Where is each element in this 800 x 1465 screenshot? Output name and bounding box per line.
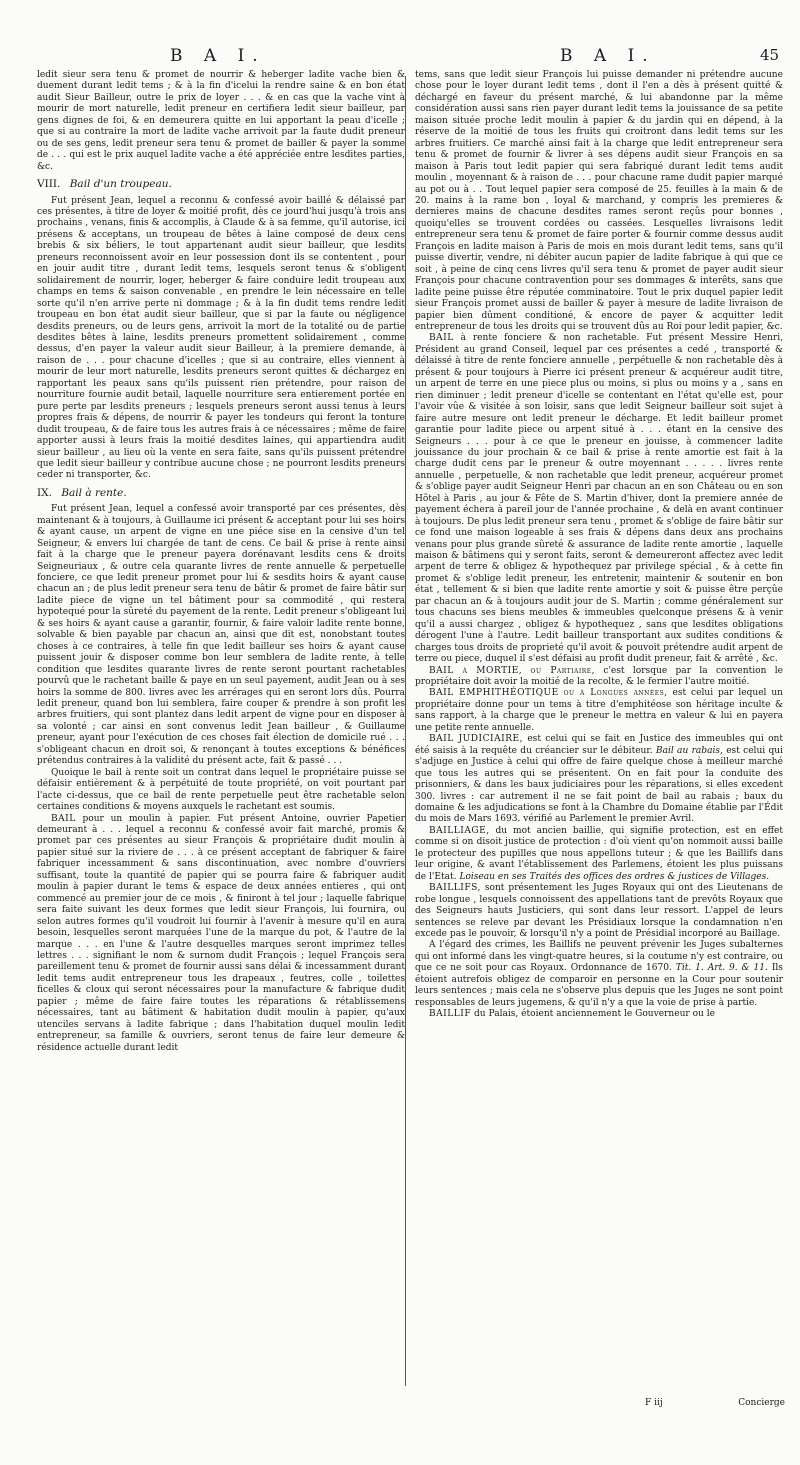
section-heading-9 — [37, 488, 405, 499]
signature-mark: F iij — [645, 1398, 663, 1408]
entry-text: A l'égard des crimes, les Baillifs ne peuvent prévenir les Juges subalternes qui ont informé dans les vingt-quatre heures, si la coutume n'y est contraire, ou que ce ne soit pour cas Royaux. Ordonnance de 1670. — [415, 940, 783, 974]
entry-citation: Tit. 1. Art. 9. & 11. — [675, 963, 768, 974]
entry-alt-term: ou à Longues années, — [563, 688, 668, 699]
entry-term: BAILLIF — [429, 1009, 472, 1020]
entry-text: du mot ancien baillie, qui signifie protection, est en effet comme si on disoit justice de protection : d'où vient qu'on nommoit aussi baille le protecteur des pupilles que nous appellons tuteur ; & que les Baillifs dans leur origine, & avant l'établissement des Parlemens, étoient les plus puissans de l'Etat. — [415, 825, 783, 882]
section-number: VIII. — [37, 178, 61, 191]
section-heading-8 — [37, 179, 405, 190]
entry-paragraph — [415, 688, 783, 734]
entry-text: est celui par lequel un propriétaire donne pour un tems à titre d'emphitéose son héritage inculte & sans rapport, à la charge que le preneur le mettra en valeur & lui en payera une petite rente annuelle. — [415, 688, 783, 733]
entry-paragraph — [415, 1009, 783, 1020]
entry-term: BAILLIAGE, — [429, 825, 490, 836]
entry-italic: Bail au rabais, — [655, 745, 723, 756]
right-running-head: B A I. — [560, 46, 656, 66]
entry-text: du Palais, étoient anciennement le Gouverneur ou le — [474, 1009, 716, 1020]
page-number: 45 — [760, 46, 780, 64]
entry-text: c'est lorsque par la convention le propriétaire doit avoir la moitié de la recolte, & le fermier l'autre moitié. — [415, 665, 783, 688]
entry-paragraph — [415, 734, 783, 826]
entry-paragraph — [415, 666, 783, 689]
entry-citation: Loiseau en ses Traités des offices des ordres & justices de Villages. — [459, 871, 770, 882]
entry-text: Ils étoient autrefois obligez de comparoir en personne en la Cour pour soutenir leurs sentences ; mais cela ne s'observe plus depuis que les Juges ne sont point responsables de leurs jugemens, & qu'il n'y a que la voie de prise à partie. — [415, 963, 783, 1008]
entry-text: est celui qui se fait en Justice des immeubles qui ont été saisis à la requête du créancier sur le débiteur. — [415, 734, 783, 756]
entry-text: sont présentement les Juges Royaux qui ont des Lieutenans de robe longue , lesquels connoissent des appellations tant de prevôts Royaux que des Seigneurs hauts Justiciers, qui sont dans leur ressort. L'appel de leurs sentences se releve par devant les Présidiaux lorsque la condamnation n'en excede pas le pouvoir, & lorsqu'il n'y a point de Présidial incorporé au Baillage. — [415, 883, 783, 939]
column-divider — [405, 76, 406, 1386]
entry-term: BAIL — [51, 813, 76, 824]
entry-term: BAIL EMPHITHÉOTIQUE — [429, 688, 559, 699]
paragraph: Fut présent Jean, lequel a reconnu & confessé avoir baillé & délaissé par ces présentes, à titre de loyer & moitié profit, dès ce jourd'hui jusqu'à trois ans prochains , venans, finis & accomplis, à Claude & à sa femme, qu'il autorise, ici présens & acceptans, un troupeau de bêtes à laine composé de deux cens brebis & six béliers, le tout appartenant audit sieur bailleur, que lesdits preneurs reconnoissent avoir en leur possession dont ils se contentent , pour en jouir audit titre , durant ledit tems, lesquels seront tenus & s'obligent solidairement de nourrir, loger, heberger & faire conduire ledit troupeau aux champs en tems & saison convenable , en prendre le lein nécessaire en telle sorte qu'il n'en arrive perte ni dommage ; & à la fin dudit tems rendre ledit troupeau en bon état audit sieur bailleur, que si par la faute ou négligence desdits preneurs, ou de leurs gens, arrivoit la mort de la totalité ou de partie desdites bêtes à laine, lesdits preneurs promettent solidairement , comme dessus, d'en payer la valeur audit sieur Bailleur, à la premiere demande, à raison de . . . pour chacune d'icelles ; que si au contraire, elles viennent à mourir de leur mort naturelle, lesdits preneurs seront quittes & déchargez en rapportant les peaux sans qu'ils puissent rien prétendre, pour raison de nourriture fournie audit betail, laquelle nourriture sera entierement portée en pure perte par lesdits preneurs ; lesquels preneurs seront aussi tenus à leurs propres frais & dépens, de nourrir & payer les tondeurs qui feront la tonture dudit troupeau, & de faire tous les autres frais à ce nécessaires ; même de faire apporter aussi à leurs frais la moitié desdites laines, qui appartiendra audit sieur bailleur , au lieu où la vente en sera faite, sans qu'ils puissent prétendre que ledit sieur bailleur y contribue aucune chose ; ne pourront lesdits preneurs ceder ni transporter, &c. — [37, 195, 405, 481]
right-column — [415, 70, 783, 1021]
section-title: Bail à rente. — [61, 486, 127, 499]
paragraph: tems, sans que ledit sieur François lui puisse demander ni prétendre aucune chose pour le loyer durant ledit tems , dont il l'en a dès à présent quitté & déchargé en faveur du présent marché, & lui abandonne par la même considération aussi sans rien payer durant ledit tems la jouissance de sa petite maison située proche ledit moulin à papier & du jardin qui en dépend, à la réserve de la moitié de tous les fruits qui croitront dans ledit tems sur les arbres fruitiers. Ce marché ainsi fait à la charge que ledit entrepreneur sera tenu & promet de fournir & livrer à ses dépens audit sieur François en sa maison à Paris tout ledit papier qui sera fabriqué durant ledit tems audit moulin , moyennant & à raison de . . . pour chacune rame dudit papier marqué au pot ou à . . Tout lequel papier sera composé de 25. feuilles à la main & de 20. mains à la rame bon , loyal & marchand, y compris les premieres & dernieres mains de chacune desdites rames seront reçûs pour bonnes , quoiqu'elles se trouvent cordées ou cassées. Lesquelles livraisons ledit entrepreneur sera tenu & promet de faire porter & fournir comme dessus audit François en ladite maison à Paris de mois en mois durant ledit tems, sans qu'il puisse divertir, vendre, ni débiter aucun papier de ladite fabrique à qui que ce soit , à peine de cinq cens livres qu'il sera tenu & promet de payer audit sieur François pour chacune contravention pour ses dommages & interêts, sans que ladite peine puisse être réputée comminatoire. Tout le prix duquel papier ledit sieur François promet aussi de bailler & payer à mesure de ladite livraison de papier bien dûment conditioné, & encore de payer & acquitter ledit entrepreneur de tous les droits qui se trouvent dûs au Roi pour ledit papier, &c. — [415, 70, 783, 332]
section-number: IX. — [37, 486, 52, 499]
entry-term: BAIL JUDICIAIRE, — [429, 734, 524, 745]
entry-paragraph — [37, 814, 405, 1055]
paragraph — [415, 940, 783, 1009]
entry-paragraph — [415, 333, 783, 665]
paragraph: Quoique le bail à rente soit un contrat dans lequel le propriétaire puisse se défaisir entièrement & à perpétuité de toute propriété, on voit pourtant par l'acte ci-dessus, que ce bail de rente perpetuelle peut être rachetable selon certaines conditions & moyens auxquels le rachetant est soumis. — [37, 767, 405, 813]
paragraph: ledit sieur sera tenu & promet de nourrir & heberger ladite vache bien & duement durant ledit tems ; & à la fin d'icelui la rendre saine & en bon état audit Sieur Bailleur, outre le prix de loyer . . . & en cas que la vache vint à mourir de mort naturelle, ledit preneur en certifiera ledit sieur bailleur, par gens dignes de foi, & en demeurera quitte en lui apportant la peau d'icelle ; que si au contraire la mort de ladite vache arrivoit par la faute dudit preneur ou de ses gens, ledit preneur sera tenu & promet de bailler & payer la somme de . . . qui est le prix auquel ladite vache a été appréciée entre lesdites parties, &c. — [37, 70, 405, 172]
paragraph: Fut présent Jean, lequel a confessé avoir transporté par ces présentes, dès maintenant & à toujours, à Guillaume ici présent & acceptant pour lui ses hoirs & ayant cause, un arpent de vigne en une piéce sise en la censive d'un tel Seigneur, & envers lui chargée de tant de cens. Ce bail & prise à rente ainsi fait à la charge que le preneur payera dorénavant lesdits cens & droits Seigneuriaux , & outre cela quarante livres de rente annuelle & perpetuelle fonciere, ce que ledit preneur promet pour lui & sesdits hoirs & ayant cause chacun an ; de plus ledit preneur sera tenu de bâtir & promet de faire bâtir sur ladite piece de vigne un tel bâtiment pour sa commodité , qui restera hypotequé pour la sûreté du payement de la rente. Ledit preneur s'obligeant lui & ses hoirs & ayant cause a garantir, fournir, & faire valoir ladite rente bonne, solvable & bien payable par chacun an, ainsi que dit est, nonobstant toutes choses à ce contraires, à telle fin que ledit bailleur ses hoirs & ayant cause puissent jouir & disposer comme bon leur semblera de ladite rente, à telle condition que lesdites quarante livres de rente seront pourtant rachetables pourvû que le rachetant baille & paye en un seul payement, audit Jean ou à ses hoirs la somme de 800. livres avec les arrérages qui en seront lors dûs. Pourra ledit preneur, quand bon lui semblera, faire couper & prendre à son profit les arbres fruitiers, qui sont plantez dans ledit arpent de vigne pour en disposer à sa volonté ; car ainsi en sont convenus ledit Jean bailleur , & Guillaume preneur, ayant pour l'exécution de ces choses fait élection de domicile rué . . . s'obligeant chacun en droit soi, & renonçant à toutes exceptions & bénéfices prétendus contraires à la validité du présent acte, fait & passé . . . — [37, 504, 405, 767]
entry-term: BAIL à MORTIE, — [429, 665, 523, 676]
entry-text: à rente fonciere & non rachetable. Fut présent Messire Henri, Président au grand Conseil, lequel par ces présentes a cedé , transporté & délaissé à titre de rente fonciere annuelle , perpétuelle & non rachetable dès à présent & pour toujours à Pierre ici présent preneur & acquéreur audit titre, un arpent de terre en une piece plus ou moins, si plus ou moins y a , sans en rien diminuer ; ledit preneur d'icelle se contentant en l'état qu'elle est, pour l'avoir vûe & visitée à son loisir, sans que ledit Seigneur bailleur soit sujet à faire autre mesure ont ledit preneur le décharge. Et ledit bailleur promet garantie pour ladite piece ou arpent situé à . . . étant en la censive des Seigneurs . . . pour à ce que le preneur en jouisse, à commencer ladite jouissance du jour prochain & ce bail & prise à rente amortie est fait à la charge dudit cens par le preneur & outre moyennant . . . . . livres rente annuelle , perpetuelle, & non rachetable que ledit preneur, acquéreur promet & s'oblige payer audit Seigneur Henri par chacun an en son Château ou en son Hôtel à Paris , au jour & Fête de S. Martin d'hiver, dont la premiere année de payement échera à pareil jour de l'année prochaine , & delà en avant continuer à toujours. De plus ledit preneur sera tenu , promet & s'oblige de faire bâtir sur ce fond une maison logeable à ses frais & dépens dans deux ans prochains venans pour plus grande sûreté & assurance de ladite rente amortie , laquelle maison & bâtimens qui y seront faits, seront & demeureront affectez avec ledit arpent de terre & obligez & hypothequez par privilege spécial , & à cette fin promet & s'oblige ledit preneur, les entretenir, maintenir & soutenir en bon état , tellement & si bien que ladite rente amortie y soit & puisse être perçûe par chacun an & à toujours audit jour de S. Martin ; comme généralement sur tous chacuns ses biens meubles & immeubles quelconque présens & à venir qu'il a aussi chargez , obligez & hypothequez , sans que lesdites obligations dérogent l'une à l'autre. Ledit bailleur transportant aux sudites conditions & charges tous droits de proprieté qu'il avoit & pouvoit prétendre audit arpent de terre ou piece, duquel il s'est défaisi au profit dudit preneur, fait & arrêté , &c. — [415, 333, 783, 665]
catchword: Concierge — [738, 1398, 785, 1408]
entry-paragraph — [415, 826, 783, 883]
left-running-head: B A I. — [170, 46, 266, 66]
section-title: Bail d'un troupeau. — [69, 178, 172, 191]
entry-text: pour un moulin à papier. Fut présent Antoine, ouvrier Papetier demeurant à . . . lequel a reconnu & confessé avoir fait marché, promis & promet par ces présentes au sieur François & propriétaire dudit moulin à papier situé sur la riviere de . . . à ce présent acceptant de fabriquer & faire fabriquer incessamment & sans discontinuation, avec nombre d'ouvriers suffisant, toute la quantité de papier qui se pourra faire & fabriquer audit moulin à papier durant le tems & espace de deux années entieres , qui ont commencé au premier jour de ce mois , & finiront à tel jour ; laquelle fabrique sera faite suivant les deux formes que ledit sieur François, lui fournira, ou selon autres formes qu'il voudroit lui fournir à l'avenir à mesure qu'il en aura besoin, lesquelles seront marquées l'une de la marque du pot, & l'autre de la marque . . . en l'une & l'autre desquelles marques seront imprimez telles lettres . . . signifiant le nom & surnom dudit François ; lequel François sera pareillement tenu & promet de fournir aussi sans délai & incessamment durant ledit tems audit entrepreneur tous les drapeaux , feutres, colle , toilettes ficelles & cloux qui seront nécessaires pour la manufacture & fabrique dudit papier ; même de faire faire toutes les réparations & rétablissemens nécessaires, tant au bâtiment & habitation dudit moulin à papier, qu'aux utenciles servans à ladite fabrique ; dans l'habitation duquel moulin ledit entrepreneur, sa famille & ouvriers, seront tenus de faire leur demeure & résidence actuelle durant ledit — [37, 813, 405, 1053]
entry-alt-term: ou Partiaire, — [530, 665, 596, 676]
left-column — [37, 70, 405, 1054]
entry-text: est celui qui s'adjuge en Justice à celui qui offre de faire quelque chose à meilleur marché que tous les autres qui se présentent. On en fait pour la conduite des prisonniers, & dans les baux judiciaires pour les réparations, si elles excedent 300. livres : car autrement il ne se fait point de bail au rabais ; baux du domaine & les adjudications se font à la Chambre du Domaine établie par l'Édit du mois de Mars 1693. vérifié au Parlement le premier Avril. — [415, 745, 783, 825]
page-footer — [415, 1398, 785, 1414]
entry-paragraph — [415, 883, 783, 940]
entry-term: BAILLIFS, — [429, 883, 481, 894]
entry-term: BAIL — [429, 333, 454, 344]
